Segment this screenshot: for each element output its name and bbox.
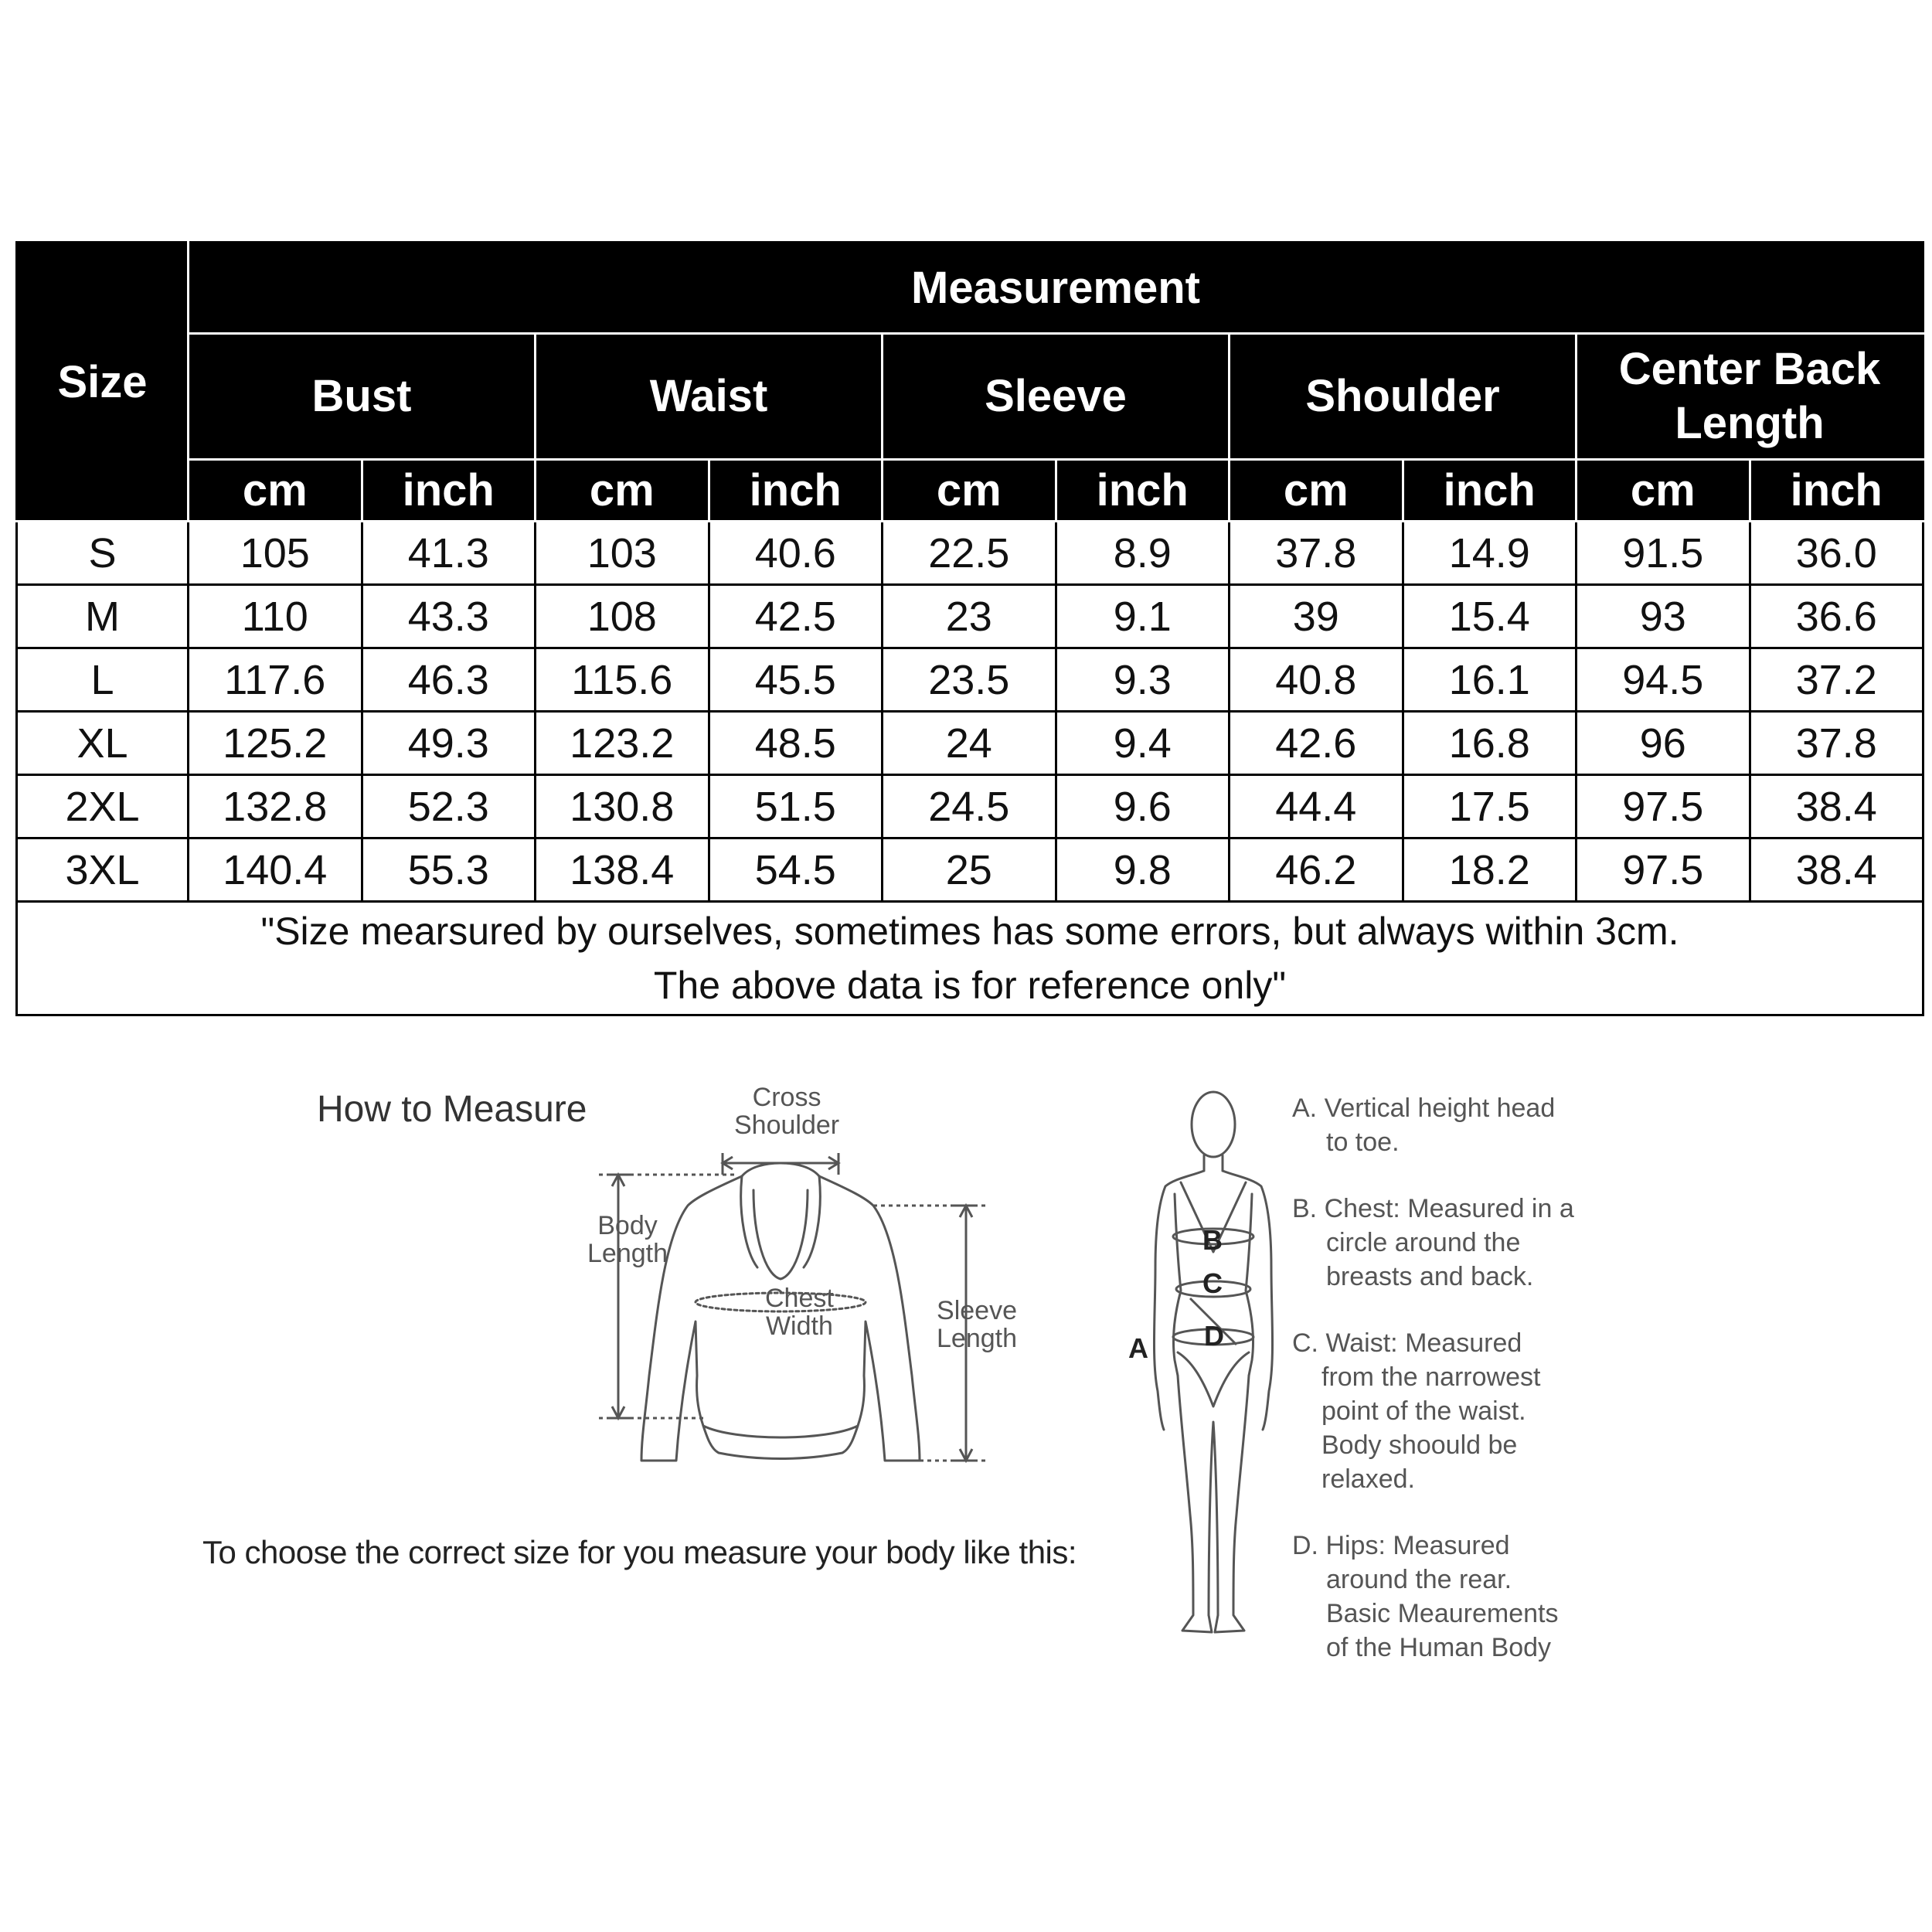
value-cell: 48.5 (709, 712, 883, 775)
value-cell: 22.5 (883, 522, 1056, 585)
value-cell: 23.5 (883, 648, 1056, 712)
description-d-line2: around the rear. (1326, 1565, 1512, 1594)
value-cell: 46.3 (362, 648, 536, 712)
chest-width-label-line2: Width (765, 1311, 833, 1341)
value-cell: 9.4 (1056, 712, 1230, 775)
description-d (1292, 1529, 1617, 1665)
value-cell: 49.3 (362, 712, 536, 775)
value-cell: 14.9 (1403, 522, 1577, 585)
table-row (17, 522, 1923, 585)
value-cell: 40.8 (1230, 648, 1403, 712)
unit-header-inch: inch (362, 460, 536, 522)
value-cell: 42.5 (709, 585, 883, 648)
value-cell: 108 (536, 585, 709, 648)
reference-note (17, 902, 1923, 1015)
value-cell: 16.8 (1403, 712, 1577, 775)
description-c-line3: point of the waist. (1321, 1396, 1526, 1426)
body-length-label (587, 1212, 668, 1267)
description-b-line1: B. Chest: Measured in a (1292, 1194, 1574, 1223)
unit-header-cm: cm (1230, 460, 1403, 522)
table-body (17, 522, 1923, 1015)
table-row (17, 648, 1923, 712)
value-cell: 43.3 (362, 585, 536, 648)
sleeve-length-label-line2: Length (937, 1324, 1017, 1353)
value-cell: 18.2 (1403, 838, 1577, 902)
column-group-header: Center Back Length (1577, 334, 1923, 460)
description-c (1292, 1326, 1617, 1496)
value-cell: 36.6 (1750, 585, 1923, 648)
value-cell: 117.6 (189, 648, 362, 712)
size-cell: M (17, 585, 189, 648)
value-cell: 9.1 (1056, 585, 1230, 648)
value-cell: 140.4 (189, 838, 362, 902)
description-b (1292, 1192, 1617, 1294)
value-cell: 91.5 (1577, 522, 1750, 585)
body-length-label-line1: Body (597, 1211, 658, 1240)
table-row (17, 585, 1923, 648)
unit-header-inch: inch (1403, 460, 1577, 522)
value-cell: 42.6 (1230, 712, 1403, 775)
chest-width-label (765, 1284, 834, 1340)
value-cell: 55.3 (362, 838, 536, 902)
description-b-line3: breasts and back. (1326, 1262, 1534, 1291)
description-d-line3: Basic Meaurements (1326, 1599, 1559, 1628)
size-cell: S (17, 522, 189, 585)
description-a (1292, 1091, 1617, 1159)
value-cell: 132.8 (189, 775, 362, 838)
value-cell: 9.3 (1056, 648, 1230, 712)
size-header: Size (17, 243, 189, 522)
value-cell: 123.2 (536, 712, 709, 775)
table-row (17, 775, 1923, 838)
chest-width-label-line1: Chest (765, 1284, 834, 1313)
unit-header-inch: inch (709, 460, 883, 522)
size-cell: 2XL (17, 775, 189, 838)
value-cell: 96 (1577, 712, 1750, 775)
body-letter-a: A (1128, 1332, 1148, 1364)
sleeve-length-label-line1: Sleeve (937, 1296, 1017, 1325)
value-cell: 115.6 (536, 648, 709, 712)
value-cell: 37.8 (1230, 522, 1403, 585)
value-cell: 44.4 (1230, 775, 1403, 838)
cross-shoulder-label-line1: Cross (752, 1083, 821, 1112)
description-a-line2: to toe. (1326, 1128, 1400, 1157)
value-cell: 138.4 (536, 838, 709, 902)
value-cell: 125.2 (189, 712, 362, 775)
description-a-line1: A. Vertical height head (1292, 1094, 1556, 1123)
value-cell: 15.4 (1403, 585, 1577, 648)
unit-header-cm: cm (536, 460, 709, 522)
value-cell: 8.9 (1056, 522, 1230, 585)
choose-size-instruction: To choose the correct size for you measure your body like this: (202, 1534, 1077, 1570)
table-row (17, 712, 1923, 775)
value-cell: 36.0 (1750, 522, 1923, 585)
group-header-row (17, 334, 1923, 460)
value-cell: 93 (1577, 585, 1750, 648)
value-cell: 39 (1230, 585, 1403, 648)
value-cell: 105 (189, 522, 362, 585)
value-cell: 17.5 (1403, 775, 1577, 838)
unit-header-cm: cm (883, 460, 1056, 522)
description-c-line1: C. Waist: Measured (1292, 1328, 1522, 1358)
value-cell: 37.8 (1750, 712, 1923, 775)
measurement-header: Measurement (189, 243, 1923, 334)
value-cell: 24.5 (883, 775, 1056, 838)
size-chart-table (15, 241, 1924, 1016)
value-cell: 24 (883, 712, 1056, 775)
cross-shoulder-label (734, 1083, 839, 1139)
reference-note-line1: "Size mearsured by ourselves, sometimes has some errors, but always within 3cm. (260, 910, 1679, 953)
value-cell: 130.8 (536, 775, 709, 838)
value-cell: 51.5 (709, 775, 883, 838)
value-cell: 9.6 (1056, 775, 1230, 838)
column-group-header: Bust (189, 334, 536, 460)
column-group-header: Shoulder (1230, 334, 1577, 460)
size-cell: XL (17, 712, 189, 775)
column-group-header: Sleeve (883, 334, 1230, 460)
description-c-line5: relaxed. (1321, 1464, 1415, 1494)
unit-header-row (17, 460, 1923, 522)
sleeve-length-label (937, 1297, 1017, 1352)
how-to-measure-title: How to Measure (317, 1089, 587, 1130)
value-cell: 41.3 (362, 522, 536, 585)
value-cell: 38.4 (1750, 775, 1923, 838)
note-row (17, 902, 1923, 1015)
body-letter-d: D (1204, 1320, 1224, 1352)
value-cell: 54.5 (709, 838, 883, 902)
unit-header-inch: inch (1750, 460, 1923, 522)
reference-note-line2: The above data is for reference only" (653, 964, 1287, 1007)
size-cell: 3XL (17, 838, 189, 902)
body-letter-c: C (1202, 1267, 1223, 1299)
unit-header-cm: cm (1577, 460, 1750, 522)
table-row (17, 838, 1923, 902)
body-letter-b: B (1202, 1224, 1223, 1256)
value-cell: 97.5 (1577, 775, 1750, 838)
value-cell: 46.2 (1230, 838, 1403, 902)
value-cell: 97.5 (1577, 838, 1750, 902)
value-cell: 9.8 (1056, 838, 1230, 902)
unit-header-inch: inch (1056, 460, 1230, 522)
size-cell: L (17, 648, 189, 712)
body-length-label-line2: Length (587, 1239, 668, 1268)
value-cell: 45.5 (709, 648, 883, 712)
description-c-line4: Body shoould be (1321, 1430, 1518, 1460)
value-cell: 37.2 (1750, 648, 1923, 712)
column-group-header: Waist (536, 334, 883, 460)
unit-header-cm: cm (189, 460, 362, 522)
value-cell: 110 (189, 585, 362, 648)
description-d-line4: of the Human Body (1326, 1633, 1552, 1662)
value-cell: 23 (883, 585, 1056, 648)
value-cell: 40.6 (709, 522, 883, 585)
description-d-line1: D. Hips: Measured (1292, 1531, 1510, 1560)
value-cell: 94.5 (1577, 648, 1750, 712)
cross-shoulder-label-line2: Shoulder (734, 1111, 840, 1140)
description-c-line2: from the narrowest (1321, 1362, 1541, 1392)
value-cell: 16.1 (1403, 648, 1577, 712)
value-cell: 25 (883, 838, 1056, 902)
value-cell: 52.3 (362, 775, 536, 838)
value-cell: 38.4 (1750, 838, 1923, 902)
description-b-line2: circle around the (1326, 1228, 1521, 1257)
value-cell: 103 (536, 522, 709, 585)
